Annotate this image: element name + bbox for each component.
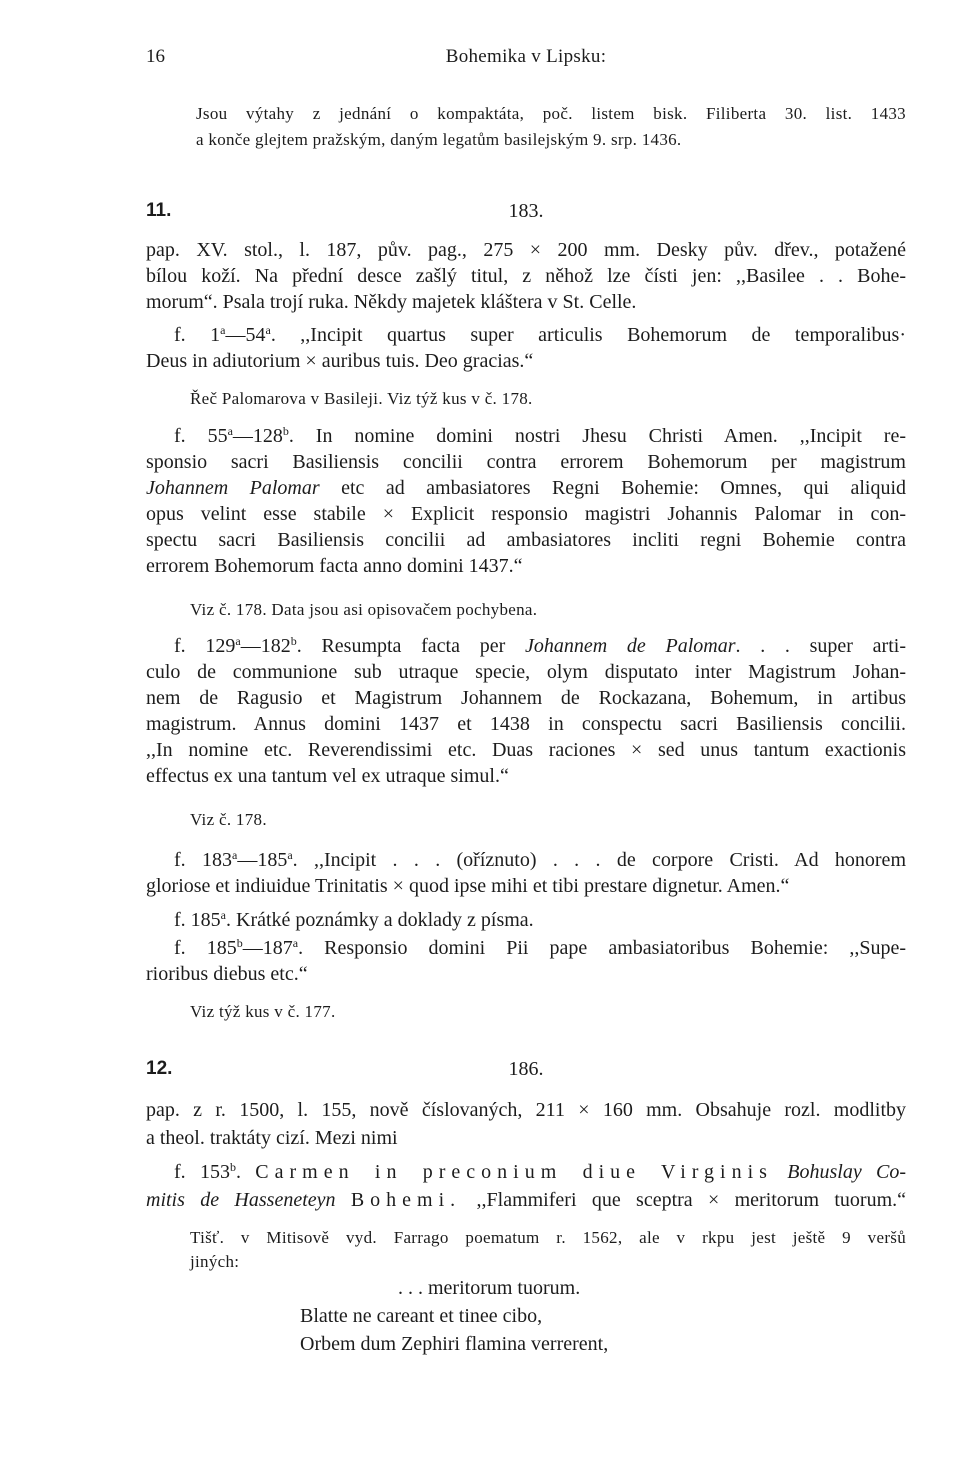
folio-text: . ,,Incipit quartus super articulis Bohemorum de temporalibus· <box>270 324 906 346</box>
folio-line <box>174 424 906 448</box>
folio-ref: f. 153$^b$. <box>174 1160 241 1183</box>
italic-name: mitis de Hasseneteyn <box>146 1189 336 1211</box>
page-header <box>146 46 906 76</box>
verse-line: Orbem dum Zephiri flamina verrerent, <box>300 1333 609 1355</box>
folio-line: f. 185$^a$. Krátké poznámky a doklady z písma. <box>174 908 534 931</box>
entry-heading <box>146 200 906 228</box>
folio-note: Řeč Palomarova v Basileji. Viz týž kus v č. 178. <box>190 389 533 408</box>
folio-note: Tišť. v Mitisově vyd. Farrago poematum r. 1562, ale v rkpu jest ještě 9 veršů <box>190 1228 906 1247</box>
folio-line: Deus in adiutorium × auribus tuis. Deo gracias.“ <box>146 350 534 372</box>
folio-ref: f. 185$^a$ <box>174 908 226 931</box>
description-line: pap. z r. 1500, l. 155, nově číslovaných, 211 × 160 mm. Obsahuje rozl. modlitby <box>146 1099 906 1121</box>
verse-line: Blatte ne careant et tinee cibo, <box>300 1305 543 1327</box>
folio-line: mitis de Hasseneteyn Bohemi. ,,Flammiferi que sceptra × meritorum tuorum.“ <box>146 1189 906 1211</box>
folio-note: jiných: <box>190 1252 240 1271</box>
folio-line: opus velint esse stabile × Explicit responsio magistri Johannis Palomar in con- <box>146 503 906 525</box>
running-title: Bohemika v Lipsku: <box>445 46 607 67</box>
folio-line: effectus ex una tantum vel ex utraque simul.“ <box>146 765 509 787</box>
folio-line <box>174 323 906 347</box>
folio-ref: f. 55$^a$—128$^b$ <box>174 424 289 447</box>
folio-note: Viz č. 178. <box>190 810 267 829</box>
folio-note: Viz týž kus v č. 177. <box>190 1002 336 1021</box>
folio-line: f. 185$^b$—187$^a$. Responsio domini Pii pape ambasiatoribus Bohemie: ,,Supe- <box>174 936 906 959</box>
description-line: bílou koží. Na přední desce zašlý titul, z něhož lze čísti jen: ,,Basilee . . Bohe- <box>146 265 906 287</box>
folio-ref: f. 183$^a$—185$^a$ <box>174 848 293 871</box>
entry-shelfmark: 186. <box>508 1058 544 1080</box>
italic-name: Johannem Palomar <box>146 477 320 499</box>
spaced-title: Carmen in preconium diue Virginis <box>255 1161 773 1183</box>
folio-line: magistrum. Annus domini 1437 et 1438 in conspectu sacri Basiliensis concilii. <box>146 713 906 735</box>
folio-line: rioribus diebus etc.“ <box>146 963 308 985</box>
folio-line: Johannem Palomar etc ad ambasiatores Regni Bohemie: Omnes, qui aliquid <box>146 477 906 499</box>
folio-line: spectu sacri Basiliensis concilii ad ambasiatores incliti regni Bohemie contra <box>146 529 906 551</box>
entry-number: 12. <box>146 1058 173 1079</box>
folio-line: culo de communione sub utraque specie, olym disputato inter Magistrum Johan- <box>146 661 906 683</box>
italic-name: Johannem de Palomar <box>524 635 736 657</box>
verse-line: . . . meritorum tuorum. <box>398 1277 581 1299</box>
folio-ref: f. 129$^a$—182$^b$ <box>174 634 297 657</box>
page-number: 16 <box>146 46 165 67</box>
italic-name: Bohuslay Co- <box>787 1161 907 1183</box>
description-line: a theol. traktáty cizí. Mezi nimi <box>146 1127 398 1149</box>
entry-shelfmark: 183. <box>508 200 544 222</box>
entry-heading <box>146 1058 906 1086</box>
folio-line: f. 183$^a$—185$^a$. ,,Incipit . . . (oříznuto) . . . de corpore Cristi. Ad honorem <box>174 848 906 871</box>
folio-note: Viz č. 178. Data jsou asi opisovačem pochybena. <box>190 600 538 619</box>
intro-line: a konče glejtem pražským, daným legatům basilejským 9. srp. 1436. <box>196 130 682 149</box>
folio-line <box>174 1160 906 1184</box>
folio-ref: f. 1$^a$—54$^a$ <box>174 323 271 346</box>
intro-line: Jsou výtahy z jednání o kompaktáta, poč. listem bisk. Filiberta 30. list. 1433 <box>196 104 906 123</box>
folio-line: nem de Ragusio et Magistrum Johannem de Rockazana, Bohemum, in artibus <box>146 687 906 709</box>
folio-line: errorem Bohemorum facta anno domini 1437.“ <box>146 555 523 577</box>
folio-line: sponsio sacri Basiliensis concilii contra errorem Bohemorum per magistrum <box>146 451 906 473</box>
folio-line: ,,In nomine etc. Reverendissimi etc. Duas raciones × sed unus tantum exactionis <box>146 739 906 761</box>
folio-line: gloriose et indiuidue Trinitatis × quod ipse mihi et tibi prestare dignetur. Amen.“ <box>146 875 790 897</box>
description-line: pap. XV. stol., l. 187, pův. pag., 275 × 200 mm. Desky pův. dřev., potažené <box>146 239 906 261</box>
folio-text: . In nomine domini nostri Jhesu Christi Amen. ,,Incipit re- <box>288 425 906 447</box>
description-line: morum“. Psala trojí ruka. Někdy majetek kláštera v St. Celle. <box>146 291 637 313</box>
folio-line: f. 129$^a$—182$^b$. Resumpta facta per Johannem de Palomar. . . super arti- <box>174 634 906 657</box>
folio-ref: f. 185$^b$—187$^a$ <box>174 936 299 959</box>
entry-number: 11. <box>146 200 172 221</box>
